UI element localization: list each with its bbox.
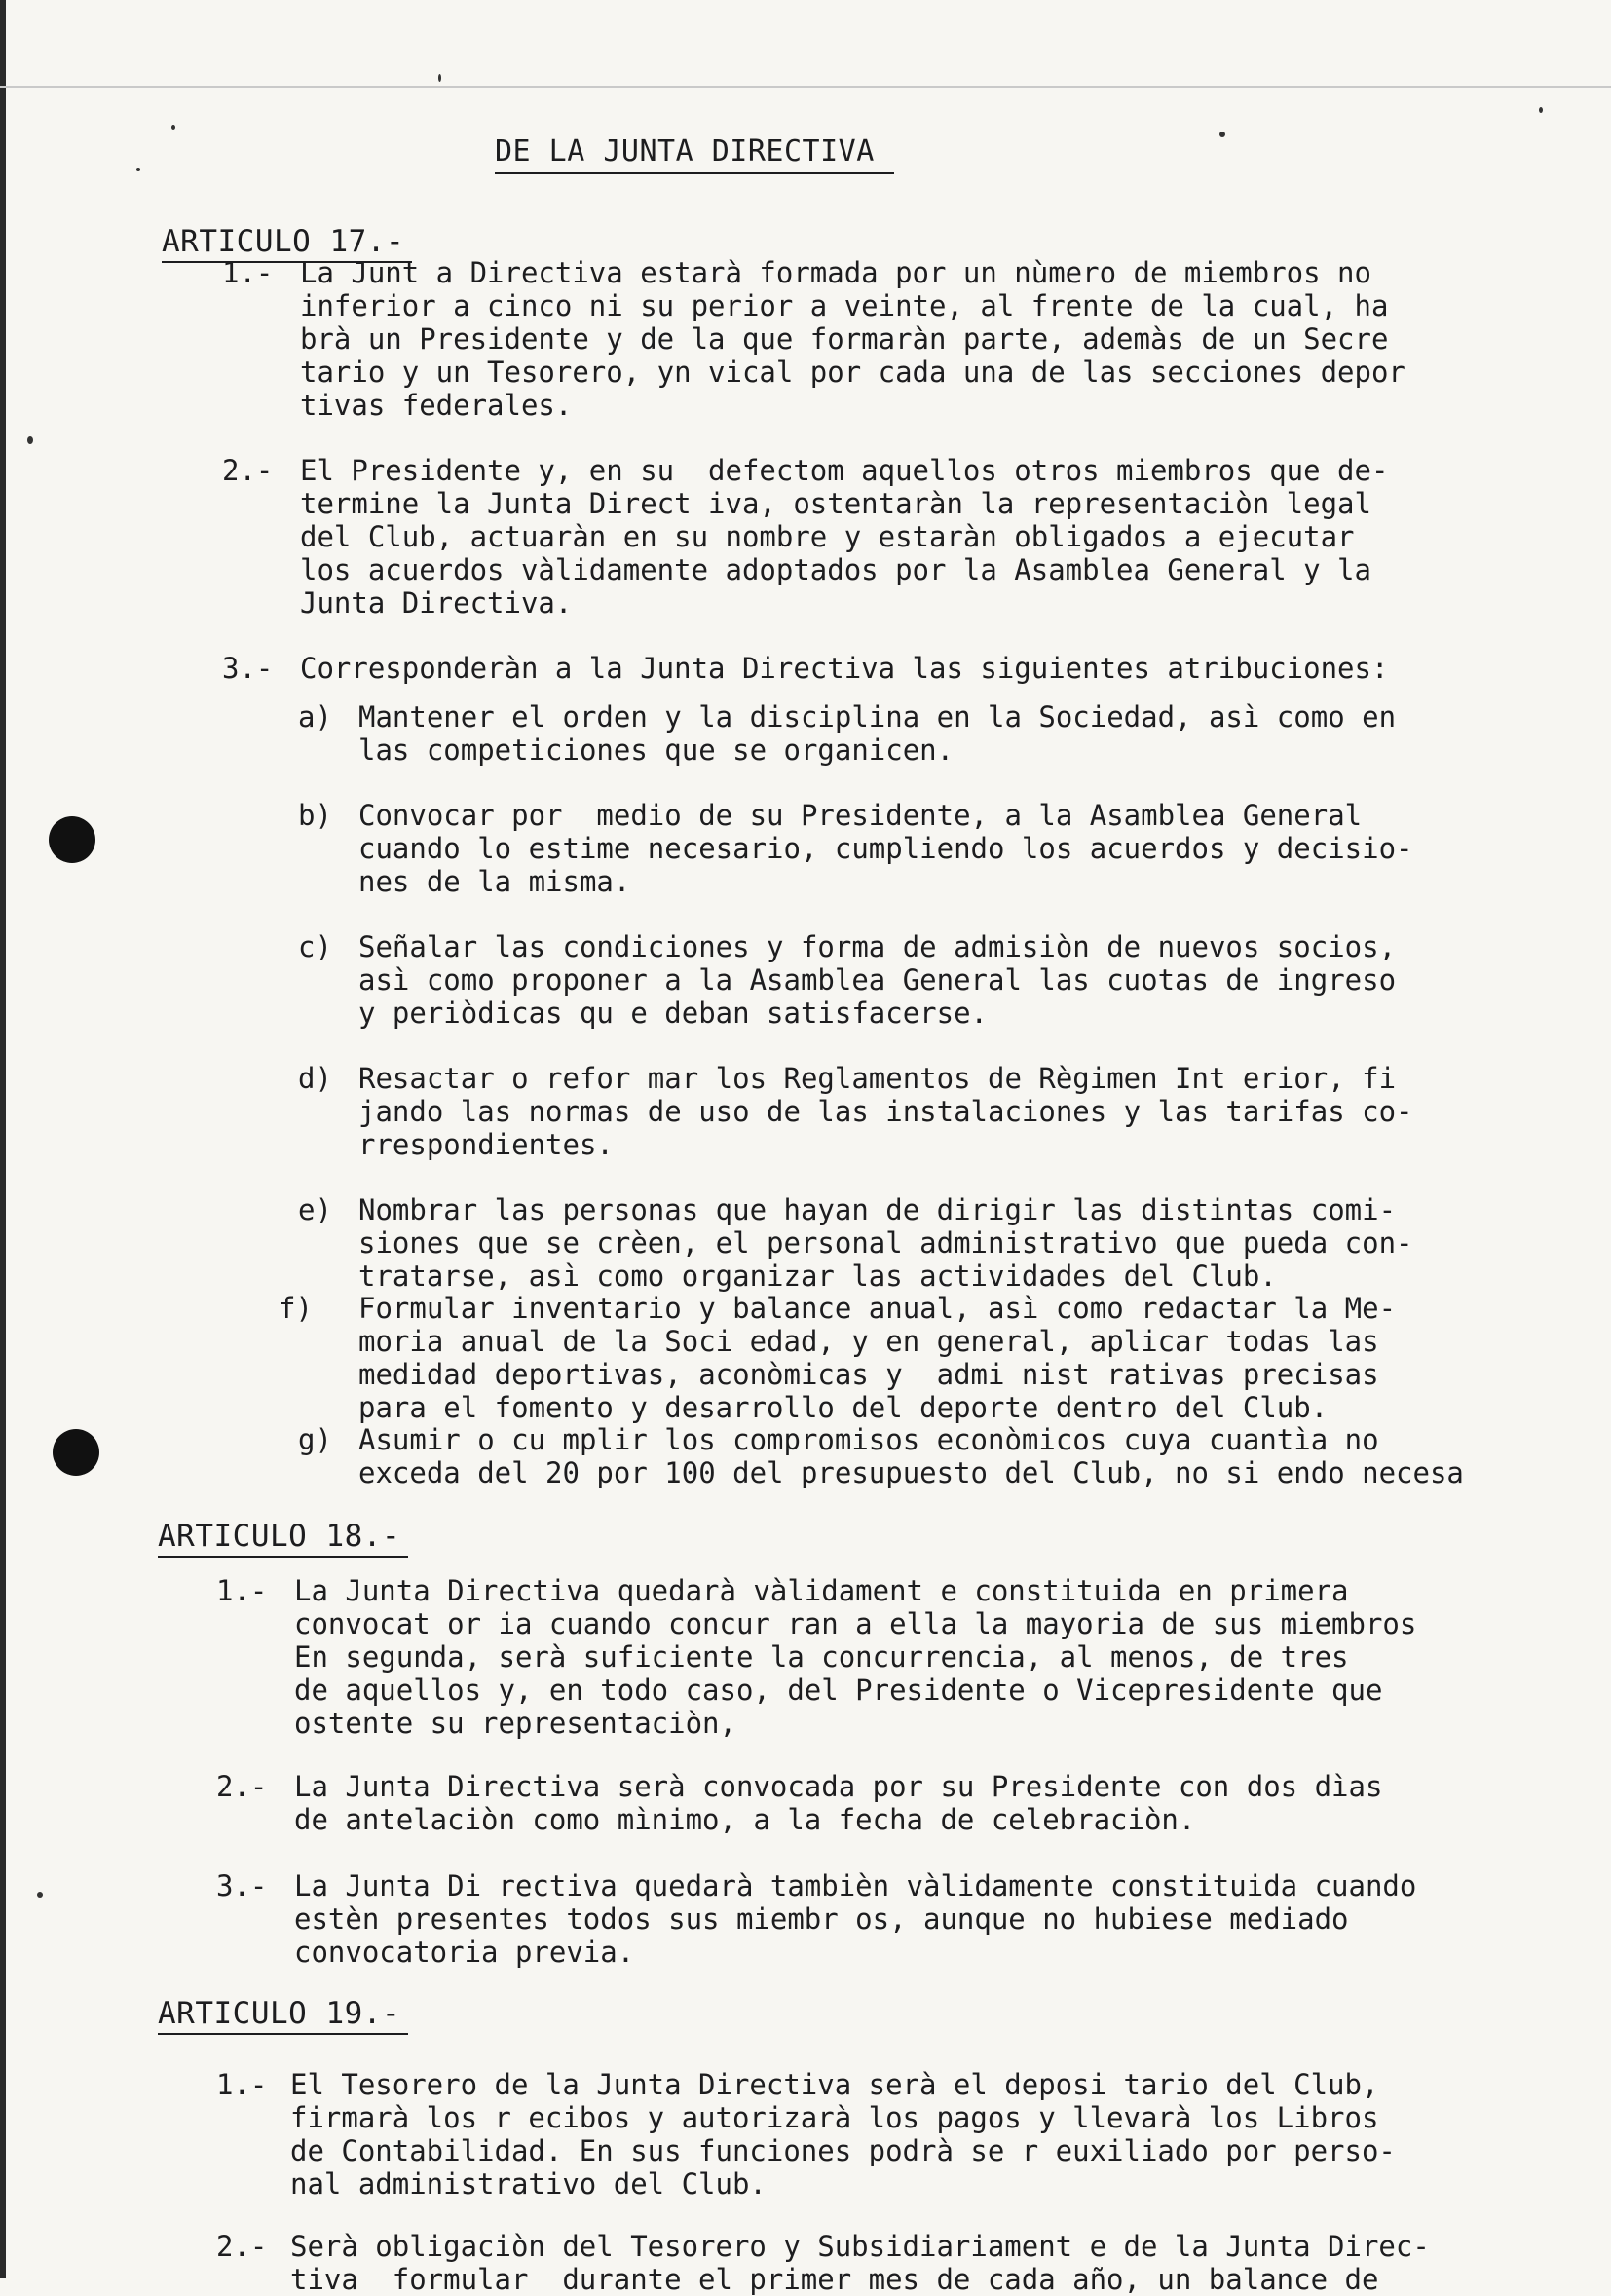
speck	[438, 74, 441, 82]
speck	[37, 1892, 43, 1898]
page-heading: DE LA JUNTA DIRECTIVA	[495, 134, 894, 174]
article-19-title: ARTICULO 19.-	[158, 1996, 408, 2035]
article-17-paragraph-3: Corresponderàn a la Junta Directiva las siguientes atribuciones:	[300, 652, 1389, 685]
article-18-title: ARTICULO 18.-	[158, 1519, 408, 1558]
punch-hole-top	[49, 816, 95, 863]
scan-left-edge	[0, 0, 6, 2278]
speck	[1219, 132, 1225, 137]
subitem-letter: b)	[298, 799, 332, 832]
speck	[1539, 107, 1543, 113]
speck	[136, 168, 140, 171]
article-17-subitem-d: Resactar o refor mar los Reglamentos de Règimen Int erior, fi jando las normas de uso de las instalaciones y las tarifas co- rrespondientes.	[358, 1062, 1413, 1161]
subitem-letter: f)	[279, 1292, 313, 1325]
article-18-paragraph-1: La Junta Directiva quedarà vàlidament e constituida en primera convocat or ia cuando concur ran a ella la mayoria de sus miembros En segunda, serà suficiente la concurrencia, al menos, de tres de aquellos y, en todo caso, del Presidente o Vicepresidente que ostente su representaciòn,	[294, 1574, 1417, 1740]
article-17-subitem-e: Nombrar las personas que hayan de dirigir las distintas comi- siones que se crèen, el personal administrativo que pueda con- tratarse, asì como organizar las actividades del Club.	[358, 1193, 1413, 1293]
subitem-letter: g)	[298, 1423, 332, 1456]
speck	[171, 125, 175, 130]
article-17-paragraph-2: El Presidente y, en su defectom aquellos otros miembros que de- termine la Junta Direct iva, ostentaràn la representaciòn legal del Club, actuaràn en su nombre y estaràn obligados a ejecutar los acuerdos vàlidamente adoptados por la Asamblea General y la Junta Directiva.	[300, 454, 1389, 620]
punch-hole-bottom	[53, 1429, 99, 1476]
article-19-paragraph-2: Serà obligaciòn del Tesorero y Subsidiariament e de la Junta Direc- tiva formular durante el primer mes de cada año, un balance de	[290, 2230, 1430, 2296]
article-17-subitem-c: Señalar las condiciones y forma de admisiòn de nuevos socios, asì como proponer a la Asamblea General las cuotas de ingreso y periòdicas qu e deban satisfacerse.	[358, 930, 1397, 1030]
article-17-paragraph-1: La Junt a Directiva estarà formada por un nùmero de miembros no inferior a cinco ni su perior a veinte, al frente de la cual, ha brà un Presidente y de la que formaràn parte, ademàs de un Secre tario y un Tesorero, yn vical por cada una de las secciones depor tivas federales.	[300, 256, 1405, 422]
article-17-subitem-g: Asumir o cu mplir los compromisos econòmicos cuya cuantìa no exceda del 20 por 100 del presupuesto del Club, no si endo necesa	[358, 1423, 1464, 1489]
subitem-letter: e)	[298, 1193, 332, 1226]
paragraph-number: 3.-	[216, 1869, 268, 1902]
speck	[27, 436, 33, 444]
subitem-letter: a)	[298, 700, 332, 734]
article-18-paragraph-2: La Junta Directiva serà convocada por su Presidente con dos dìas de antelaciòn como mìnimo, a la fecha de celebraciòn.	[294, 1770, 1383, 1836]
subitem-letter: d)	[298, 1062, 332, 1095]
paragraph-number: 2.-	[216, 1770, 268, 1803]
paragraph-number: 1.-	[222, 256, 274, 289]
paragraph-number: 1.-	[216, 2068, 268, 2101]
subitem-letter: c)	[298, 930, 332, 963]
paragraph-number: 2.-	[216, 2230, 268, 2263]
article-17-title: ARTICULO 17.-	[162, 224, 412, 263]
article-18-paragraph-3: La Junta Di rectiva quedarà tambièn vàlidamente constituida cuando estèn presentes todos sus miembr os, aunque no hubiese mediado convocatoria previa.	[294, 1869, 1417, 1969]
article-17-subitem-f: Formular inventario y balance anual, asì como redactar la Me- moria anual de la Soci edad, y en general, aplicar todas las medidad deportivas, aconòmicas y admi nist rativas precisas para el fomento y desarrollo del deporte dentro del Club.	[358, 1292, 1397, 1424]
article-17-subitem-b: Convocar por medio de su Presidente, a la Asamblea General cuando lo estime necesario, cumpliendo los acuerdos y decisio- nes de la misma.	[358, 799, 1413, 898]
paragraph-number: 2.-	[222, 454, 274, 487]
scan-top-rule	[0, 86, 1611, 88]
article-17-subitem-a: Mantener el orden y la disciplina en la Sociedad, asì como en las competiciones que se organicen.	[358, 700, 1397, 767]
paragraph-number: 1.-	[216, 1574, 268, 1607]
paragraph-number: 3.-	[222, 652, 274, 685]
article-19-paragraph-1: El Tesorero de la Junta Directiva serà el deposi tario del Club, firmarà los r ecibos y autorizarà los pagos y llevarà los Libros de Contabilidad. En sus funciones podrà se r euxiliado por perso- nal administrativo del Club.	[290, 2068, 1396, 2201]
